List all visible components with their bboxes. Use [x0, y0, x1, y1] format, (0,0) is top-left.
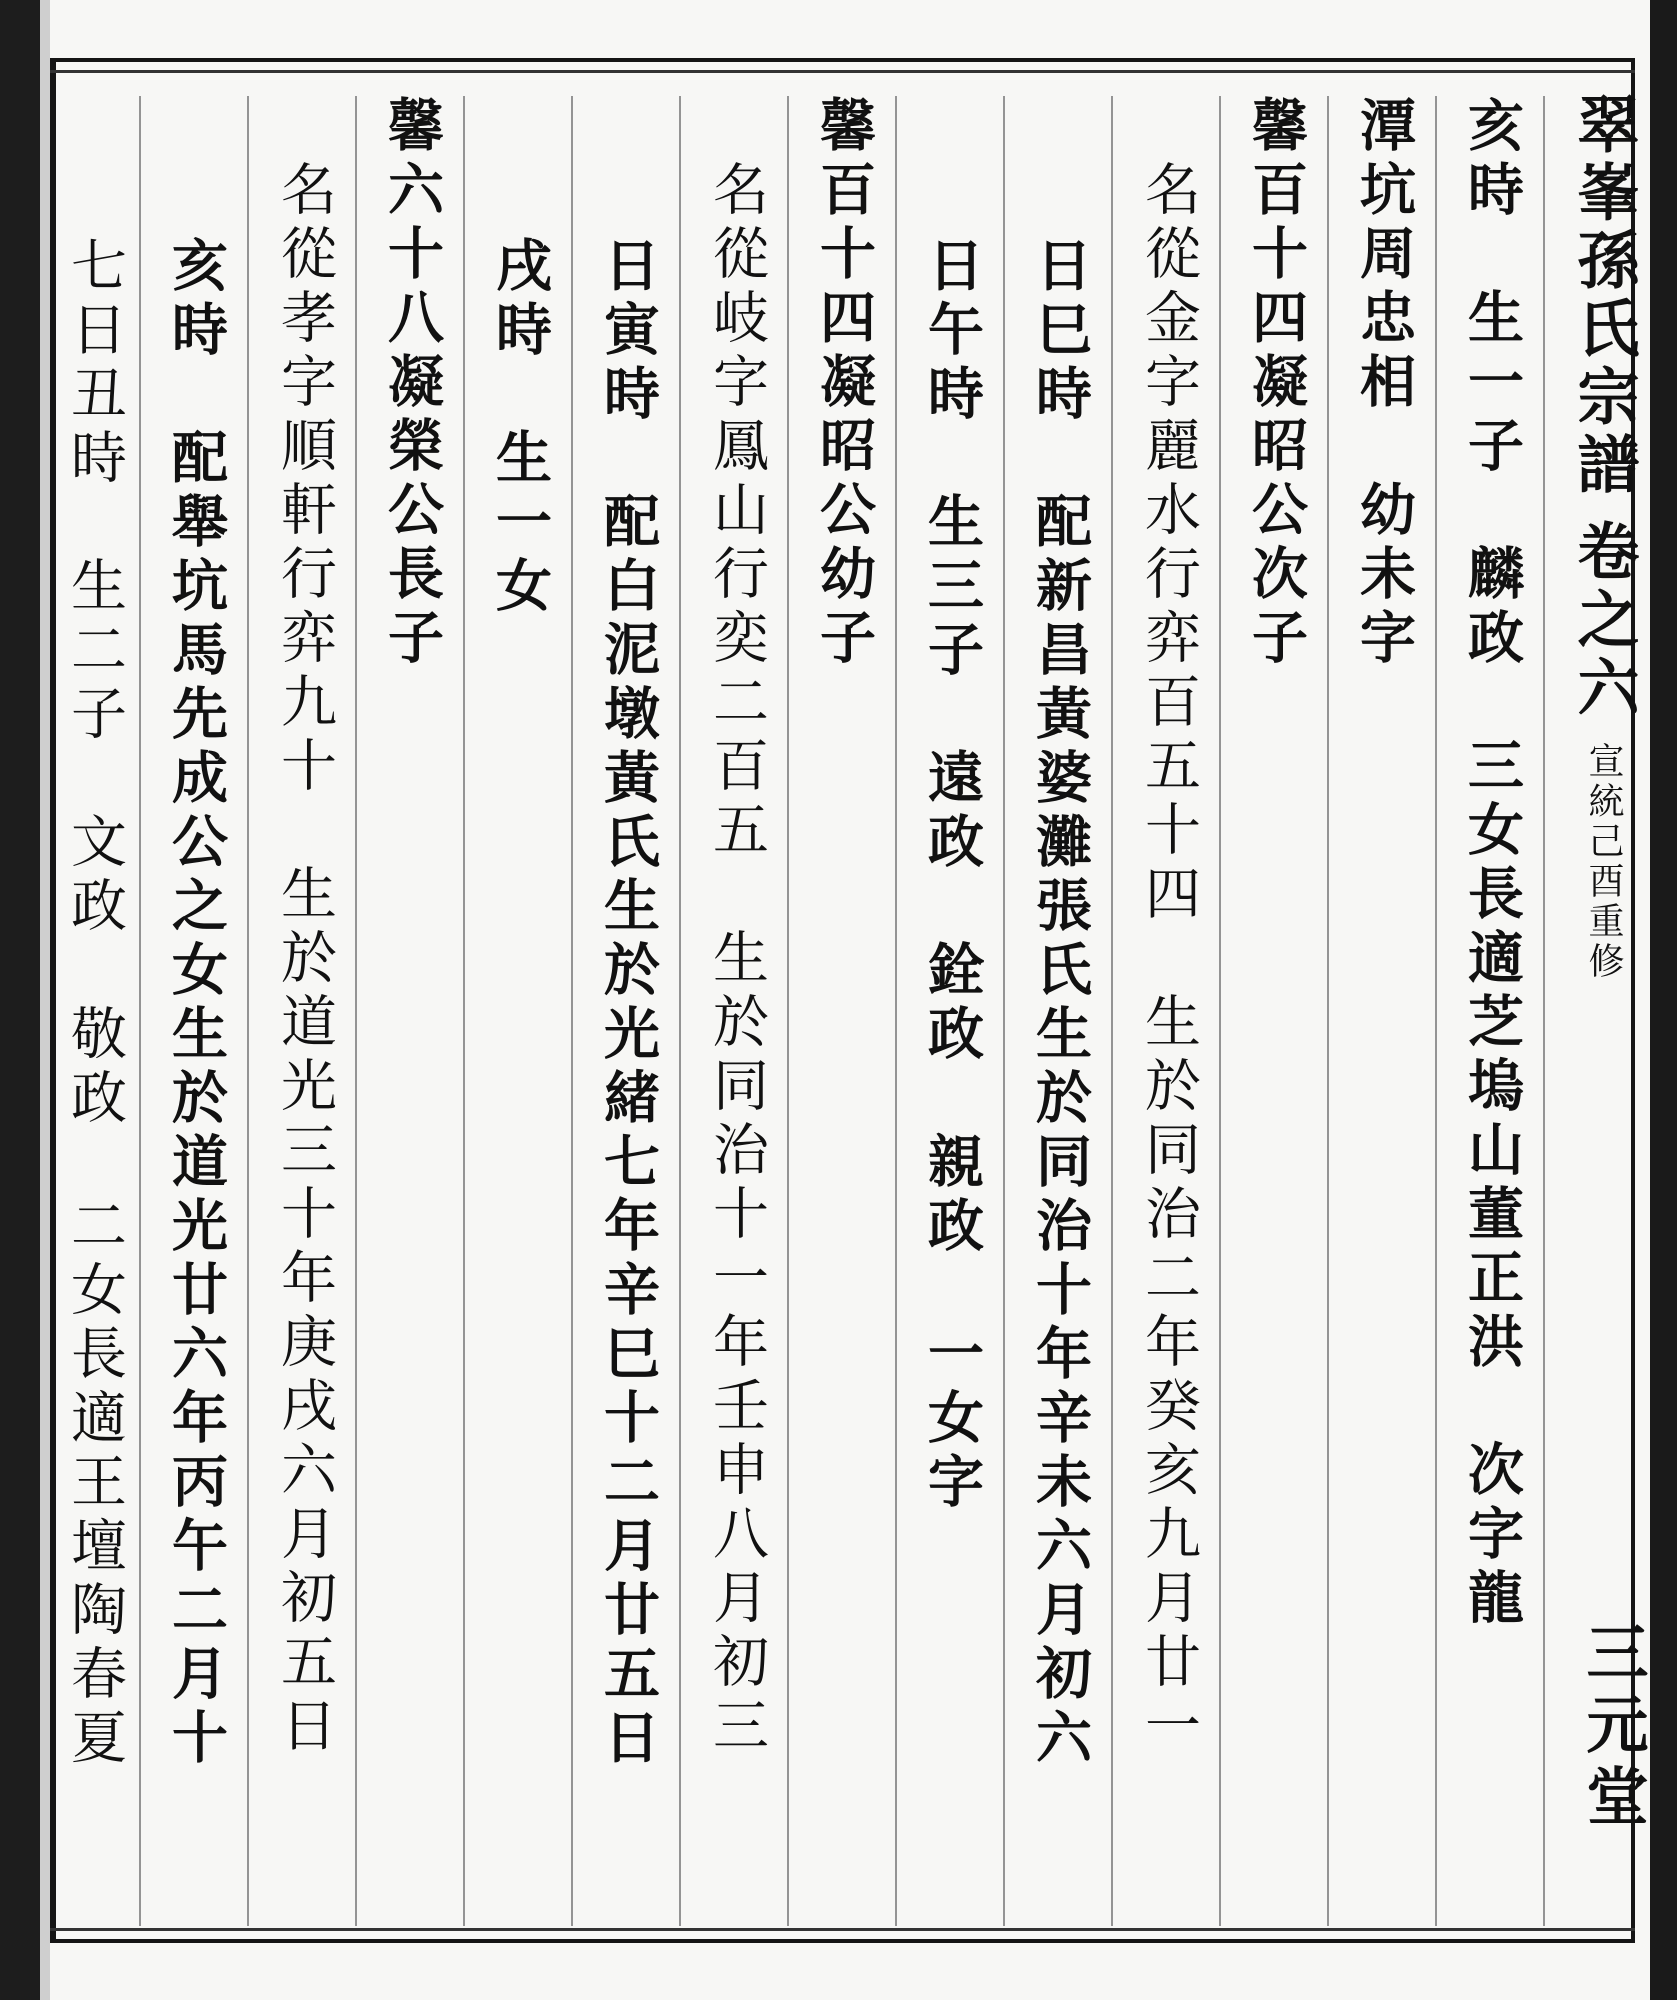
column-rule: [1219, 96, 1221, 1926]
border-top-rule: [50, 70, 1635, 73]
column-rule: [1435, 96, 1437, 1926]
text-column: 亥時 生一子 麟政 三女長適芝塢山董正洪 次字龍: [1459, 96, 1525, 1632]
column-rule: [355, 96, 357, 1926]
generation-heading: 馨百十四凝昭公幼子: [811, 96, 877, 672]
column-rule: [1327, 96, 1329, 1926]
generation-heading: 馨六十八凝榮公長子: [379, 96, 445, 672]
text-column: 日巳時 配新昌黃婆灘張氏生於同治十年辛未六月初六: [1027, 236, 1093, 1772]
book-gutter: [40, 0, 50, 2000]
column-rule: [1003, 96, 1005, 1926]
column-rule: [1111, 96, 1113, 1926]
generation-heading: 馨百十四凝昭公次子: [1243, 96, 1309, 672]
column-rule: [571, 96, 573, 1926]
text-column: 亥時 配舉坑馬先成公之女生於道光廿六年丙午二月十: [163, 236, 229, 1772]
column-rule: [463, 96, 465, 1926]
column-rule: [787, 96, 789, 1926]
edition-label: 宣統己酉重修: [1583, 742, 1624, 982]
text-column: 日寅時 配白泥墩黃氏生於光緒七年辛巳十二月廿五日: [595, 236, 661, 1772]
text-column: 名從孝字順軒行弈九十 生於道光三十年庚戌六月初五日: [272, 160, 337, 1760]
text-column: 日午時 生三子 遠政 銓政 親政 一女字: [919, 236, 985, 1516]
border-bottom-rule: [50, 1928, 1635, 1931]
book-spine-left: [0, 0, 40, 2000]
column-rule: [139, 96, 141, 1926]
text-column: 戌時 生一女: [487, 236, 553, 620]
text-column: 名從岐字鳳山行奕二百五 生於同治十一年壬申八月初三: [704, 160, 769, 1760]
text-column: 名從金字麗水行弈百五十四 生於同治二年癸亥九月廿一: [1136, 160, 1201, 1760]
column-rule: [247, 96, 249, 1926]
column-rule: [679, 96, 681, 1926]
genealogy-title: 翠峯孫氏宗譜: [1567, 92, 1640, 500]
text-column: 潭坑周忠相 幼未字: [1351, 96, 1417, 672]
text-column: 七日丑時 生二子 文政 敬政 二女長適王壇陶春夏: [62, 236, 127, 1772]
volume-label: 卷之六: [1567, 519, 1640, 723]
column-rule: [895, 96, 897, 1926]
column-rule: [1543, 96, 1545, 1926]
hall-name: 三元堂: [1576, 1620, 1649, 1836]
